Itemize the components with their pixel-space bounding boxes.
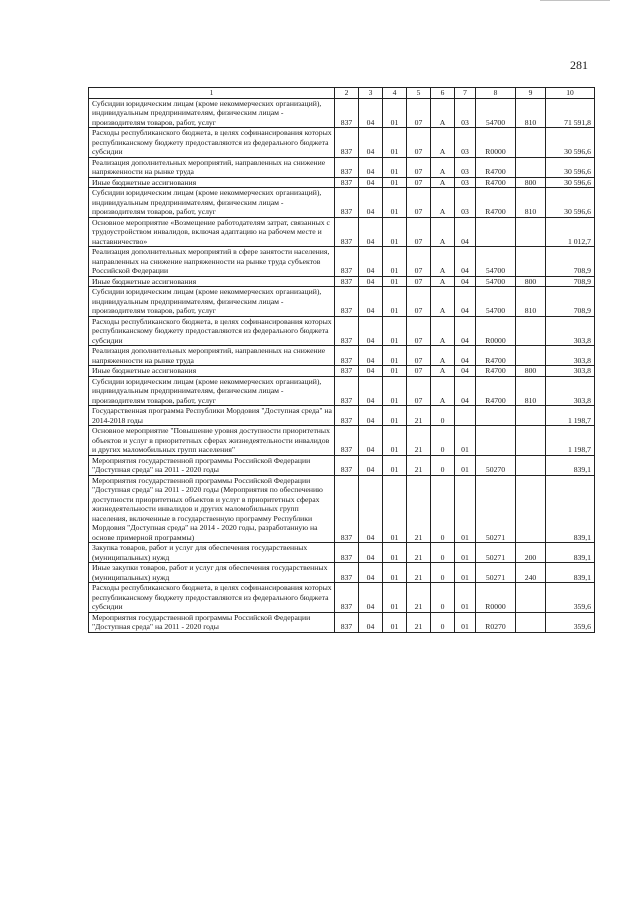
code-cell: 04 [359,316,383,346]
code-cell: 21 [407,455,431,475]
code-cell: 800 [516,177,546,188]
table-row [89,563,595,583]
column-header: 5 [407,88,431,99]
code-cell: 04 [359,346,383,366]
code-cell: 837 [335,217,359,247]
code-cell: А [431,366,455,377]
code-cell: 04 [359,563,383,583]
code-cell: 04 [359,455,383,475]
row-description: Реализация дополнительных мероприятий, направленных на снижение напряженности на рынке труда [89,346,335,366]
code-cell [516,346,546,366]
code-cell: 50271 [476,543,516,563]
code-cell: 01 [455,475,476,543]
column-header: 8 [476,88,516,99]
code-cell: R0270 [476,612,516,632]
code-cell: 837 [335,406,359,426]
amount-cell: 303,8 [546,346,595,366]
code-cell: 837 [335,475,359,543]
code-cell [476,426,516,456]
code-cell: А [431,128,455,158]
code-cell: 837 [335,128,359,158]
code-cell: 01 [383,316,407,346]
column-header: 6 [431,88,455,99]
amount-cell: 71 591,8 [546,98,595,128]
code-cell: 837 [335,188,359,218]
code-cell: 21 [407,406,431,426]
code-cell: 0 [431,543,455,563]
column-header: 10 [546,88,595,99]
code-cell: А [431,157,455,177]
row-description: Иные бюджетные ассигнования [89,276,335,287]
code-cell: 04 [359,177,383,188]
amount-cell: 839,1 [546,475,595,543]
code-cell: 07 [407,128,431,158]
amount-cell: 708,9 [546,276,595,287]
code-cell: 01 [383,563,407,583]
row-description: Реализация дополнительных мероприятий в сфере занятости населения, направленных на снижение напряженности на рынке труда субъектов Российской Федерации [89,247,335,277]
code-cell: R4700 [476,346,516,366]
code-cell: 07 [407,346,431,366]
code-cell: 04 [359,475,383,543]
table-row [89,98,595,128]
code-cell: 01 [455,583,476,613]
amount-cell: 1 012,7 [546,217,595,247]
row-description: Основное мероприятие «Возмещение работодателям затрат, связанных с трудоустройством инвалидов, включая адаптацию на рабочем месте и наставничество» [89,217,335,247]
row-description: Субсидии юридическим лицам (кроме некоммерческих организаций), индивидуальным предпринимателям, физическим лицам - производителям товаров, работ, услуг [89,287,335,317]
budget-table [88,87,595,633]
table-row [89,455,595,475]
code-cell: 0 [431,455,455,475]
code-cell: 07 [407,376,431,406]
code-cell: 01 [455,563,476,583]
code-cell: R4700 [476,188,516,218]
amount-cell: 1 198,7 [546,426,595,456]
code-cell: 04 [455,287,476,317]
code-cell: 810 [516,188,546,218]
code-cell: 837 [335,316,359,346]
page-number: 281 [570,58,588,72]
amount-cell: 303,8 [546,376,595,406]
code-cell: 04 [359,276,383,287]
code-cell: 837 [335,543,359,563]
code-cell: 01 [383,287,407,317]
code-cell: 837 [335,366,359,377]
code-cell: А [431,276,455,287]
code-cell: 50271 [476,475,516,543]
code-cell: 07 [407,177,431,188]
table-row [89,287,595,317]
row-description: Реализация дополнительных мероприятий, направленных на снижение напряженности на рынке труда [89,157,335,177]
code-cell [476,217,516,247]
table-row [89,188,595,218]
code-cell: 837 [335,157,359,177]
table-row [89,217,595,247]
code-cell: 07 [407,366,431,377]
row-description: Иные закупки товаров, работ и услуг для обеспечения государственных (муниципальных) нужд [89,563,335,583]
code-cell: 04 [359,188,383,218]
code-cell: 03 [455,177,476,188]
code-cell: R0000 [476,128,516,158]
code-cell: А [431,98,455,128]
code-cell: 01 [383,455,407,475]
code-cell: 01 [383,157,407,177]
code-cell: 03 [455,98,476,128]
amount-cell: 708,9 [546,287,595,317]
code-cell: 04 [455,247,476,277]
code-cell: 01 [455,455,476,475]
code-cell: 04 [455,316,476,346]
code-cell [516,217,546,247]
code-cell: R4700 [476,177,516,188]
code-cell: 837 [335,287,359,317]
code-cell: 01 [383,247,407,277]
code-cell: 01 [383,188,407,218]
column-header: 2 [335,88,359,99]
code-cell: 01 [383,406,407,426]
code-cell: 04 [359,98,383,128]
code-cell: 810 [516,376,546,406]
code-cell: 54700 [476,276,516,287]
code-cell: 01 [383,217,407,247]
code-cell: 04 [359,287,383,317]
code-cell: 837 [335,455,359,475]
amount-cell: 30 596,6 [546,128,595,158]
table-header-row [89,88,595,99]
code-cell: 01 [383,475,407,543]
code-cell: 07 [407,188,431,218]
table-row [89,426,595,456]
amount-cell: 30 596,6 [546,177,595,188]
code-cell [516,475,546,543]
table-row [89,475,595,543]
code-cell: 837 [335,612,359,632]
code-cell: 837 [335,426,359,456]
code-cell: 07 [407,157,431,177]
code-cell: 07 [407,247,431,277]
code-cell: 50270 [476,455,516,475]
code-cell: 837 [335,583,359,613]
amount-cell: 359,6 [546,612,595,632]
amount-cell: 1 198,7 [546,406,595,426]
code-cell: 01 [383,128,407,158]
table-row [89,247,595,277]
column-header: 7 [455,88,476,99]
row-description: Расходы республиканского бюджета, в целях софинансирования которых республиканскому бюджету предоставляются из федерального бюджета субсидии [89,583,335,613]
code-cell: 01 [383,426,407,456]
code-cell: R4700 [476,366,516,377]
code-cell: 837 [335,98,359,128]
table-row [89,276,595,287]
table-row [89,583,595,613]
code-cell: R0000 [476,583,516,613]
code-cell: 07 [407,316,431,346]
code-cell: 01 [383,366,407,377]
row-description: Мероприятия государственной программы Российской Федерации "Доступная среда" на 2011 - 2020 годы [89,612,335,632]
code-cell: А [431,177,455,188]
code-cell: 04 [359,612,383,632]
column-header: 3 [359,88,383,99]
code-cell: 837 [335,276,359,287]
code-cell: 0 [431,583,455,613]
code-cell: 21 [407,475,431,543]
row-description: Основное мероприятие "Повышение уровня доступности приоритетных объектов и услуг в приоритетных сферах жизнедеятельности инвалидов и других маломобильных групп населения" [89,426,335,456]
amount-cell: 708,9 [546,247,595,277]
code-cell [516,247,546,277]
amount-cell: 839,1 [546,455,595,475]
code-cell: 21 [407,612,431,632]
code-cell: 0 [431,475,455,543]
code-cell [516,406,546,426]
code-cell [516,612,546,632]
code-cell: 21 [407,563,431,583]
code-cell: А [431,346,455,366]
code-cell: 837 [335,563,359,583]
code-cell: 837 [335,177,359,188]
amount-cell: 30 596,6 [546,188,595,218]
code-cell: 07 [407,98,431,128]
code-cell: 04 [359,376,383,406]
code-cell: 54700 [476,247,516,277]
code-cell: 01 [455,612,476,632]
column-header: 1 [89,88,335,99]
scan-corner-mark [540,0,610,4]
code-cell: 810 [516,98,546,128]
table-row [89,157,595,177]
code-cell [516,426,546,456]
code-cell: 0 [431,563,455,583]
code-cell: R4700 [476,376,516,406]
code-cell: 04 [359,247,383,277]
code-cell [516,455,546,475]
code-cell: 837 [335,247,359,277]
code-cell: 01 [383,276,407,287]
code-cell: 240 [516,563,546,583]
table-row [89,177,595,188]
table-row [89,128,595,158]
code-cell: 0 [431,406,455,426]
code-cell: 200 [516,543,546,563]
code-cell: 04 [455,376,476,406]
amount-cell: 303,8 [546,366,595,377]
row-description: Иные бюджетные ассигнования [89,177,335,188]
code-cell: 21 [407,583,431,613]
row-description: Расходы республиканского бюджета, в целях софинансирования которых республиканскому бюджету предоставляются из федерального бюджета субсидии [89,316,335,346]
code-cell: 01 [383,98,407,128]
amount-cell: 839,1 [546,563,595,583]
code-cell: 04 [359,128,383,158]
code-cell: 04 [455,346,476,366]
code-cell: 01 [383,177,407,188]
amount-cell: 839,1 [546,543,595,563]
code-cell: 21 [407,426,431,456]
code-cell: 01 [383,583,407,613]
code-cell: R0000 [476,316,516,346]
code-cell: А [431,376,455,406]
column-header: 4 [383,88,407,99]
code-cell: А [431,247,455,277]
amount-cell: 359,6 [546,583,595,613]
table-row [89,346,595,366]
row-description: Субсидии юридическим лицам (кроме некоммерческих организаций), индивидуальным предпринимателям, физическим лицам - производителям товаров, работ, услуг [89,376,335,406]
code-cell: 800 [516,366,546,377]
code-cell: А [431,316,455,346]
code-cell: 837 [335,346,359,366]
table-row [89,316,595,346]
row-description: Закупка товаров, работ и услуг для обеспечения государственных (муниципальных) нужд [89,543,335,563]
row-description: Мероприятия государственной программы Российской Федерации "Доступная среда" на 2011 - 2020 годы [89,455,335,475]
code-cell: 03 [455,128,476,158]
code-cell: 04 [359,543,383,563]
code-cell: 800 [516,276,546,287]
code-cell: 01 [383,346,407,366]
code-cell: 03 [455,188,476,218]
column-header: 9 [516,88,546,99]
code-cell: 04 [359,366,383,377]
code-cell: 03 [455,157,476,177]
row-description: Мероприятия государственной программы Российской Федерации "Доступная среда" на 2011 - 2020 годы (Мероприятия по обеспечению доступности приоритетных объектов и услуг в приоритетных сферах жизнедеятельности инвалидов и других маломобильных групп населения, включенные в государственную программу Республики Мордовия "Доступная среда" на 2014 - 2020 годы, разработанную на основе примерной программы) [89,475,335,543]
code-cell: 01 [383,543,407,563]
code-cell: 04 [455,366,476,377]
code-cell: 04 [455,217,476,247]
code-cell [516,316,546,346]
code-cell: 04 [359,583,383,613]
code-cell: 0 [431,612,455,632]
code-cell: А [431,217,455,247]
table-row [89,612,595,632]
row-description: Расходы республиканского бюджета, в целях софинансирования которых республиканскому бюджету предоставляются из федерального бюджета субсидии [89,128,335,158]
code-cell [455,406,476,426]
code-cell: А [431,188,455,218]
row-description: Государственная программа Республики Мордовия "Доступная среда" на 2014-2018 годы [89,406,335,426]
row-description: Субсидии юридическим лицам (кроме некоммерческих организаций), индивидуальным предпринимателям, физическим лицам - производителям товаров, работ, услуг [89,188,335,218]
code-cell: 04 [359,157,383,177]
table-row [89,406,595,426]
code-cell: 04 [359,426,383,456]
code-cell: 04 [359,406,383,426]
code-cell: 21 [407,543,431,563]
code-cell: 50271 [476,563,516,583]
code-cell: 01 [455,543,476,563]
code-cell: 54700 [476,287,516,317]
code-cell: 01 [455,426,476,456]
code-cell: 54700 [476,98,516,128]
row-description: Иные бюджетные ассигнования [89,366,335,377]
code-cell [516,583,546,613]
row-description: Субсидии юридическим лицам (кроме некоммерческих организаций), индивидуальным предпринимателям, физическим лицам - производителям товаров, работ, услуг [89,98,335,128]
table-row [89,376,595,406]
code-cell: 837 [335,376,359,406]
code-cell: 07 [407,276,431,287]
table-row [89,366,595,377]
code-cell: R4700 [476,157,516,177]
code-cell: 01 [383,612,407,632]
code-cell: 810 [516,287,546,317]
code-cell: 07 [407,287,431,317]
amount-cell: 303,8 [546,316,595,346]
code-cell [516,157,546,177]
amount-cell: 30 596,6 [546,157,595,177]
code-cell: 04 [359,217,383,247]
table-row [89,543,595,563]
code-cell [476,406,516,426]
code-cell: 0 [431,426,455,456]
code-cell: А [431,287,455,317]
code-cell: 04 [455,276,476,287]
code-cell [516,128,546,158]
code-cell: 07 [407,217,431,247]
code-cell: 01 [383,376,407,406]
